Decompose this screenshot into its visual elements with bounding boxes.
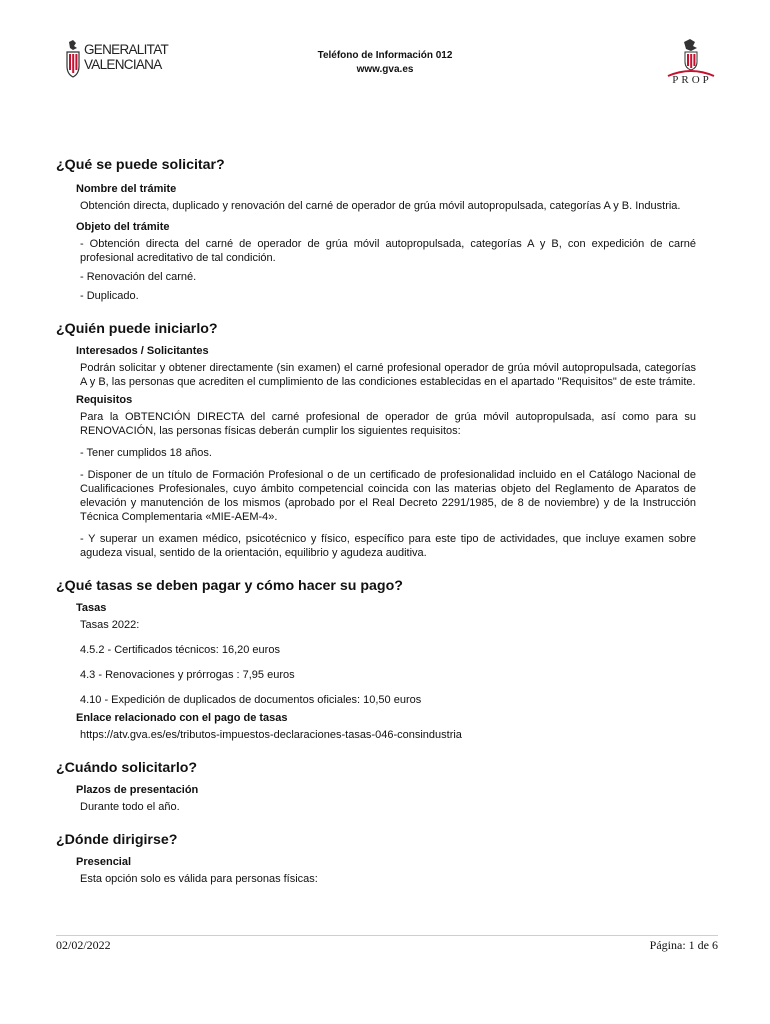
text-nombre-tramite: Obtención directa, duplicado y renovación del carné de operador de grúa móvil autopropulsada, categorías A y B. Industria. bbox=[80, 200, 681, 212]
label-enlace-tasas: Enlace relacionado con el pago de tasas bbox=[76, 712, 288, 724]
text-objeto-3: - Duplicado. bbox=[80, 290, 139, 302]
prop-wordmark: PROP bbox=[672, 74, 712, 86]
text-presencial: Esta opción solo es válida para personas físicas: bbox=[80, 873, 318, 885]
prop-emblem-icon bbox=[664, 38, 718, 78]
section-title-quien-iniciarlo: ¿Quién puede iniciarlo? bbox=[56, 321, 218, 337]
header-contact bbox=[0, 49, 770, 77]
section-title-tasas: ¿Qué tasas se deben pagar y cómo hacer su pago? bbox=[56, 578, 403, 594]
label-nombre-tramite: Nombre del trámite bbox=[76, 183, 177, 195]
phone-line: Teléfono de Información 012 bbox=[317, 50, 453, 61]
text-tasas-4: 4.10 - Expedición de duplicados de documentos oficiales: 10,50 euros bbox=[80, 694, 422, 706]
document-content bbox=[56, 156, 706, 886]
label-plazos: Plazos de presentación bbox=[76, 784, 199, 796]
footer-page-number: Página: 1 de 6 bbox=[649, 938, 718, 952]
link-pago-tasas[interactable]: https://atv.gva.es/es/tributos-impuestos-declaraciones-tasas-046-consindustria bbox=[80, 729, 462, 741]
footer-divider bbox=[56, 935, 718, 936]
text-objeto-1: - Obtención directa del carné de operador de grúa móvil autopropulsada, categorías A y B, con expedición de carné profesional acreditativo de tal condición. bbox=[80, 238, 696, 264]
label-tasas: Tasas bbox=[76, 602, 107, 614]
text-tasas-2: 4.5.2 - Certificados técnicos: 16,20 euros bbox=[80, 644, 280, 656]
text-plazos: Durante todo el año. bbox=[80, 801, 180, 813]
text-requisitos-3: - Disponer de un título de Formación Profesional o de un certificado de profesionalidad incluido en el Catálogo Nacional de Cualificaciones Profesionales, cuyo ámbito competencial coincida con las materias objeto del Reglamento de Aparatos de elevación y manutención de los mismos (aprobado por el Real Decreto 2291/1985, de 8 de noviembre) y de la Instrucción Técnica Complementaria «MIE-AEM-4». bbox=[80, 469, 696, 523]
text-objeto-2: - Renovación del carné. bbox=[80, 271, 197, 283]
label-requisitos: Requisitos bbox=[76, 394, 133, 406]
text-tasas-1: Tasas 2022: bbox=[80, 619, 140, 631]
label-objeto-tramite: Objeto del trámite bbox=[76, 221, 170, 233]
section-title-cuando-solicitarlo: ¿Cuándo solicitarlo? bbox=[56, 760, 198, 776]
section-title-donde-dirigirse: ¿Dónde dirigirse? bbox=[56, 832, 178, 848]
text-requisitos-4: - Y superar un examen médico, psicotécnico y físico, específico para este tipo de actividades, que incluye examen sobre agudeza visual, sentido de la orientación, equilibrio y agudeza auditiva. bbox=[80, 533, 696, 559]
text-interesados: Podrán solicitar y obtener directamente (sin examen) el carné profesional operador de grúa móvil autopropulsada, categorías A y B, las personas que acrediten el cumplimiento de las condiciones establecidas en el apartado "Requisitos" de este trámite. bbox=[80, 362, 696, 388]
prop-logo bbox=[664, 38, 718, 88]
label-presencial: Presencial bbox=[76, 856, 132, 868]
generalitat-wordmark: GENERALITAT VALENCIANA bbox=[84, 42, 169, 72]
text-requisitos-1: Para la OBTENCIÓN DIRECTA del carné profesional de operador de grúa móvil autopropulsada, así como para su RENOVACIÓN, las personas físicas deberán cumplir los siguientes requisitos: bbox=[80, 411, 696, 437]
footer-date: 02/02/2022 bbox=[56, 938, 111, 952]
website-link[interactable]: www.gva.es bbox=[356, 64, 414, 75]
label-interesados: Interesados / Solicitantes bbox=[76, 345, 209, 357]
text-requisitos-2: - Tener cumplidos 18 años. bbox=[80, 447, 212, 459]
text-tasas-3: 4.3 - Renovaciones y prórrogas : 7,95 euros bbox=[80, 669, 295, 681]
section-title-que-solicitar: ¿Qué se puede solicitar? bbox=[56, 157, 225, 173]
